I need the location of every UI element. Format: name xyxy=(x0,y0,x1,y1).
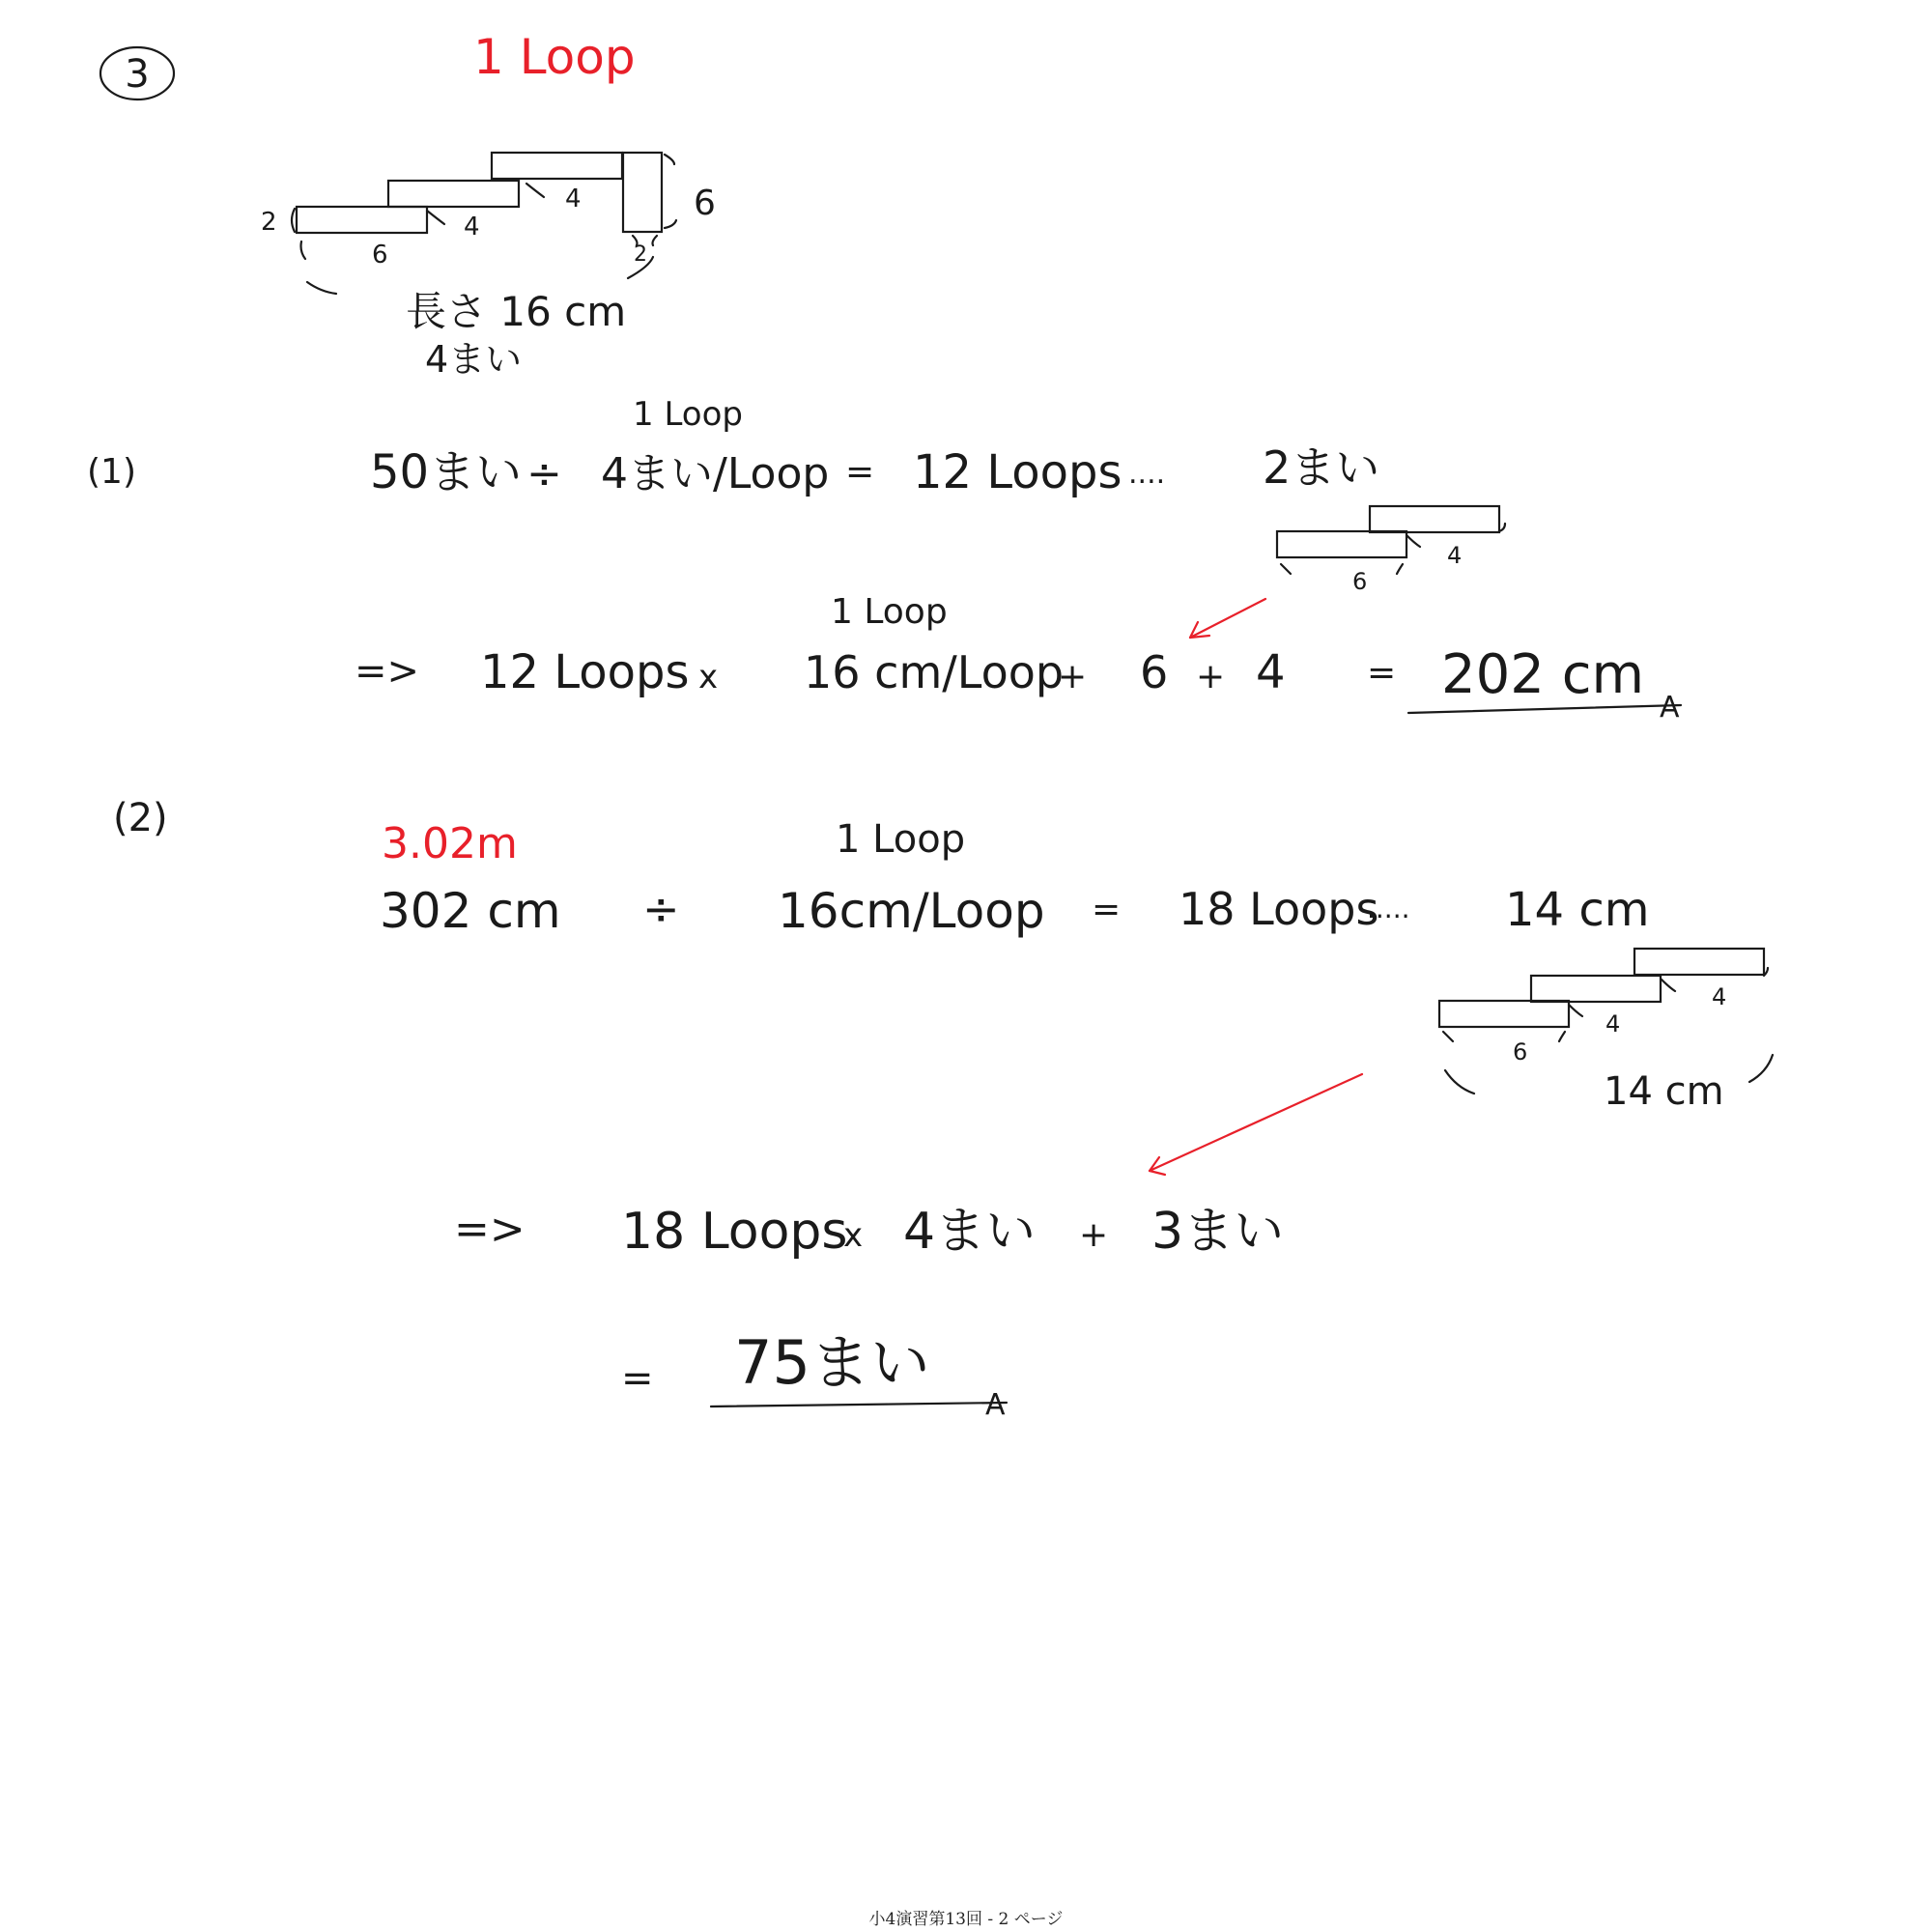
part1-answer-underline xyxy=(1408,705,1681,713)
strip-3 xyxy=(492,153,622,179)
part2-answer: 75まい xyxy=(734,1327,930,1398)
part1-eq2-d: 4 xyxy=(1256,645,1286,699)
part1-eq1-c: 12 Loops xyxy=(913,445,1122,499)
part1-eq2-eq: = xyxy=(1367,653,1397,693)
part1-loop-note: 1 Loop xyxy=(633,395,743,434)
part2-answer-underline xyxy=(711,1403,1007,1406)
part1-eq2-a: 12 Loops xyxy=(480,645,690,699)
part1-eq1-a: 50まい xyxy=(370,445,523,499)
part2-eq2-c: 3まい xyxy=(1151,1203,1285,1261)
label-step1: 4 xyxy=(464,213,480,242)
label-step2: 4 xyxy=(565,185,582,213)
part2-label: (2) xyxy=(113,796,168,840)
mini-strip-2 xyxy=(1370,506,1499,532)
summary-count: 4まい xyxy=(425,338,523,381)
mini2-label-step2: 4 xyxy=(1712,983,1727,1010)
part2-eq2-a: 18 Loops xyxy=(621,1203,848,1261)
part2-eq2-x: x xyxy=(843,1216,864,1255)
strip-vertical xyxy=(623,153,662,232)
part1-eq1-b: 4まい/Loop xyxy=(601,449,830,498)
part2-eq2-arrow: => xyxy=(454,1205,526,1254)
part2-eq1-a: 302 cm xyxy=(380,883,561,939)
mini-label-first: 6 xyxy=(1352,568,1368,595)
part1-loop-note2: 1 Loop xyxy=(831,592,948,632)
mini2-strip-3 xyxy=(1634,949,1764,975)
part1-eq1-eq: = xyxy=(845,452,875,492)
part2-remainder-diagram xyxy=(1439,949,1773,1114)
mini2-strip-2 xyxy=(1531,976,1661,1002)
mini-strip-1 xyxy=(1277,531,1406,557)
part2-eq1-dots: ..... xyxy=(1367,893,1410,924)
part1-answer: 202 cm xyxy=(1441,643,1645,706)
part2-eq1-c: 18 Loops xyxy=(1179,883,1379,935)
part2-answer-mark: A xyxy=(985,1388,1006,1422)
part1-eq2-plus1: + xyxy=(1058,657,1088,696)
part1-label: (1) xyxy=(87,452,136,492)
strip-1 xyxy=(297,207,427,233)
part1-remainder-diagram xyxy=(1277,506,1505,595)
part2-eq2-b: 4まい xyxy=(903,1203,1037,1261)
part1-answer-mark: A xyxy=(1660,691,1680,724)
part1-eq1-rem: 2まい xyxy=(1263,441,1380,494)
problem-number: 3 xyxy=(125,52,150,97)
top-note: 1 Loop xyxy=(473,29,636,85)
label-side: 6 xyxy=(694,184,716,223)
part2-eq1-div: ÷ xyxy=(642,883,680,935)
part2-red-note: 3.02m xyxy=(382,819,518,868)
part2-eq1-rem: 14 cm xyxy=(1505,883,1650,937)
part2-loop-note: 1 Loop xyxy=(836,817,966,862)
part2-red-arrow xyxy=(1150,1074,1362,1171)
label-bottom: 2 xyxy=(634,242,647,267)
loop-diagram xyxy=(261,153,716,294)
page-footer: 小4演習第13回 - 2 ページ xyxy=(868,1910,1064,1929)
mini2-label-first: 6 xyxy=(1513,1038,1528,1065)
mini-label-step: 4 xyxy=(1447,542,1463,569)
part1-eq1-div: ÷ xyxy=(526,449,562,498)
part1-eq2-plus2: + xyxy=(1196,657,1226,696)
label-first: 6 xyxy=(372,241,388,270)
part1-eq2-x: x xyxy=(698,658,719,696)
part1-eq1-dots: .... xyxy=(1128,457,1166,491)
part1-eq2-c: 6 xyxy=(1140,646,1169,698)
label-height: 2 xyxy=(261,208,277,237)
mini2-strip-1 xyxy=(1439,1001,1569,1027)
brace-left xyxy=(307,282,336,294)
part1-eq2-b: 16 cm/Loop xyxy=(804,646,1065,698)
part2-eq2-plus: + xyxy=(1079,1215,1109,1255)
mini2-total: 14 cm xyxy=(1604,1069,1724,1114)
part1-red-arrow xyxy=(1190,599,1265,638)
mini2-label-step1: 4 xyxy=(1605,1010,1621,1037)
part2-eq1-eq: = xyxy=(1092,890,1122,929)
part2-eq1-b: 16cm/Loop xyxy=(778,883,1045,939)
strip-2 xyxy=(388,181,519,207)
part2-eq3-eq: = xyxy=(621,1356,654,1401)
summary-length: 長さ 16 cm xyxy=(406,288,627,335)
part1-eq2-arrow: => xyxy=(355,649,420,694)
